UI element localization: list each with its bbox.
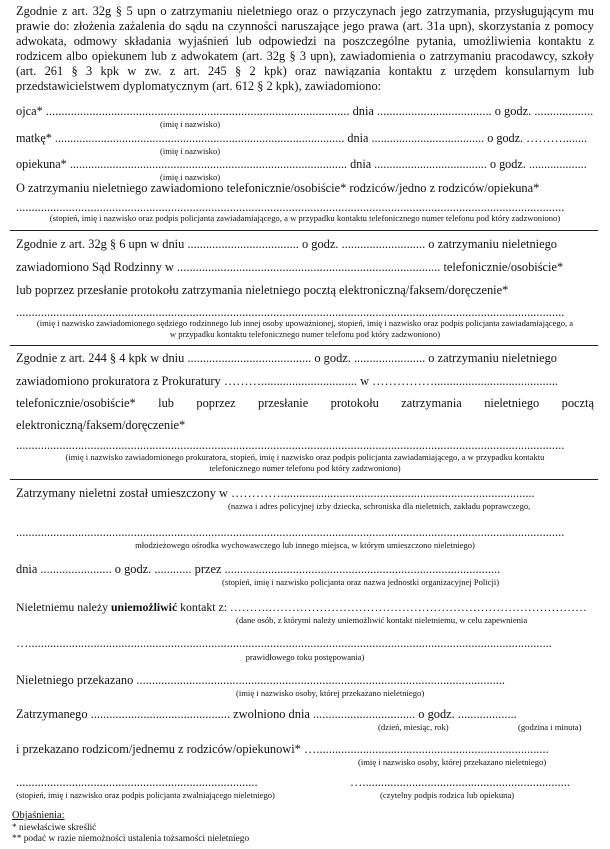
placement-line[interactable]: Zatrzymany nieletni został umieszczony w ………….................................................................................. [16, 486, 535, 500]
divider [10, 230, 598, 231]
placement-date-hint: (stopień, imię i nazwisko policjanta oraz nazwa jednostki organizacyjnej Policji) [222, 577, 500, 587]
release-line[interactable]: Zatrzymanego ............................................. zwolniono dnia ................................. o godz. ................... [16, 707, 517, 721]
mother-name-hint: (imię i nazwisko) [160, 146, 221, 156]
phone-signature-field[interactable]: ................................................................................................................................................................................. [16, 200, 565, 214]
prosecutor-line-3: telefonicznie/osobiście* lub poprzez przesłanie protokołu zatrzymania nieletniego pocztą [16, 396, 594, 410]
contact-hint-2: prawidłowego toku postępowania) [245, 652, 365, 662]
prosecutor-hint: (imię i nazwisko zawiadomionego prokuratora, stopień, imię i nazwisko oraz podpis policjanta zawiadamiającego, a w przypadku kontaktu telefonicznego numer telefonu pod który zadzwoniono) [65, 452, 545, 473]
family-court-signature-field[interactable]: ................................................................................................................................................................................. [16, 305, 565, 319]
family-court-line-3: lub poprzez przesłanie protokołu zatrzymania nieletniego pocztą elektroniczną/faksem/doręczenie* [16, 283, 509, 297]
prosecutor-signature-field[interactable]: ................................................................................................................................................................................. [16, 438, 565, 452]
mother-line[interactable]: matkę* ............................................................................................... dnia ..................................... o godz. ………........ [16, 131, 588, 145]
prosecutor-line-2[interactable]: zawiadomiono prokuratora z Prokuratury ………............................... w ……………........................................ [16, 374, 559, 388]
prosecutor-line-4: elektroniczną/faksem/doręczenie* [16, 418, 186, 432]
notes-title: Objaśnienia: [12, 810, 65, 821]
placement-line-2[interactable]: ................................................................................................................................................................................. [16, 525, 565, 539]
release-date-hint: (dzień, miesiąc, rok) [378, 722, 449, 732]
placement-hint-2: młodzieżowego ośrodka wychowawczego lub innego miejsca, w którym umieszczono nieletniego) [135, 540, 475, 550]
guardian-line[interactable]: opiekuna* ........................................................................................... dnia ..................................... o godz. ................... [16, 157, 587, 171]
handover-line[interactable]: Nieletniego przekazano ....................................................................................................................... [16, 673, 506, 687]
releasing-officer-signature-field[interactable]: .............................................................................. [16, 775, 258, 789]
family-court-hint: (imię i nazwisko zawiadomionego sędziego rodzinnego lub innej osoby upoważnionej, stopień, imię i nazwisko oraz podpis policjanta zawiadamiającego, a w przypadku kontaktu telefonicznego numer telefonu pod który zadzwoniono) [36, 318, 574, 339]
phone-notification-line: O zatrzymaniu nieletniego zawiadomiono telefonicznie/osobiście* rodziców/jedno z rodziców/opiekuna* [16, 181, 540, 195]
note-1: * niewłaściwe skreślić [12, 823, 97, 833]
prosecutor-line-1[interactable]: Zgodnie z art. 244 § 4 kpk w dniu ........................................ o godz. ....................... o zatrzymaniu nieletniego [16, 351, 557, 365]
phone-signature-hint: (stopień, imię i nazwisko oraz podpis policjanta zawiadamiającego, a w przypadku kontaktu telefonicznego numer telefonu pod który zadzwoniono) [49, 213, 561, 223]
releasing-officer-hint: (stopień, imię i nazwisko oraz podpis policjanta zwalniającego nieletniego) [16, 790, 275, 800]
contact-prefix: Nieletniemu należy [16, 600, 111, 614]
family-court-line-1[interactable]: Zgodnie z art. 32g § 6 upn w dniu .................................... o godz. ........................... o zatrzymaniu nieletniego [16, 237, 557, 251]
contact-suffix[interactable]: kontakt z: ……….……………………………………………………………………… [177, 600, 587, 614]
divider [10, 345, 598, 346]
contact-bold: uniemożliwić [111, 600, 178, 614]
note-2: ** podać w razie niemożności ustalenia tożsamości nieletniego [12, 834, 250, 844]
parent-handover-line[interactable]: i przekazano rodzicom/jednemu z rodziców/opiekunowi* …........................................................................... [16, 742, 549, 756]
parent-signature-hint: (czytelny podpis rodzica lub opiekuna) [380, 790, 515, 800]
guardian-name-hint: (imię i nazwisko) [160, 172, 221, 182]
father-name-hint: (imię i nazwisko) [160, 119, 221, 129]
contact-line-2[interactable]: …......................................................................................................................................................................... [16, 636, 552, 650]
divider [10, 479, 598, 480]
parent-signature-field[interactable]: …................................................................... [350, 775, 570, 789]
family-court-line-2[interactable]: zawiadomiono Sąd Rodzinny w ..................................................................................... telefonicznie/osobiście* [16, 260, 564, 274]
contact-hint-1: (dane osób, z którymi należy uniemożliwić kontakt nieletniemu, w celu zapewnienia [236, 615, 528, 625]
parent-handover-hint: (imię i nazwisko osoby, której przekazano nieletniego) [358, 757, 547, 767]
placement-date-line[interactable]: dnia ....................... o godz. ............ przez ......................................................................................... [16, 562, 501, 576]
placement-hint-1: (nazwa i adres policyjnej izby dziecka, schroniska dla nieletnich, zakładu poprawczego, [228, 501, 531, 511]
contact-line[interactable] [16, 600, 594, 615]
intro-paragraph: Zgodnie z art. 32g § 5 upn o zatrzymaniu nieletniego oraz o przyczynach jego zatrzymania, przysługującym mu prawie do: złożenia zażalenia do sądu na czynności naruszające jego prawa (art. 31a upn), skorzystania z pomocy adwokata, odmowy składania wyjaśnień lub odpowiedzi na poszczególne pytania, umożliwienia kontaktu z rodzicem albo opiekunem lub z adwokatem (art. 32g § 3 upn), zawiadomienia o zatrzymaniu pracodawcy, szkoły (art. 261 § 3 kpk w zw. z art. 245 § 2 kpk) oraz nawiązania kontaktu z urzędem konsularnym lub przedstawicielstwem dyplomatycznym (art. 612 § 2 kpk), zawiadomiono: [16, 4, 594, 93]
release-time-hint: (godzina i minuta) [518, 722, 582, 732]
father-line[interactable]: ojca* .................................................................................................. dnia ..................................... o godz. ................... [16, 104, 594, 118]
handover-hint: (imię i nazwisko osoby, której przekazano nieletniego) [236, 688, 425, 698]
